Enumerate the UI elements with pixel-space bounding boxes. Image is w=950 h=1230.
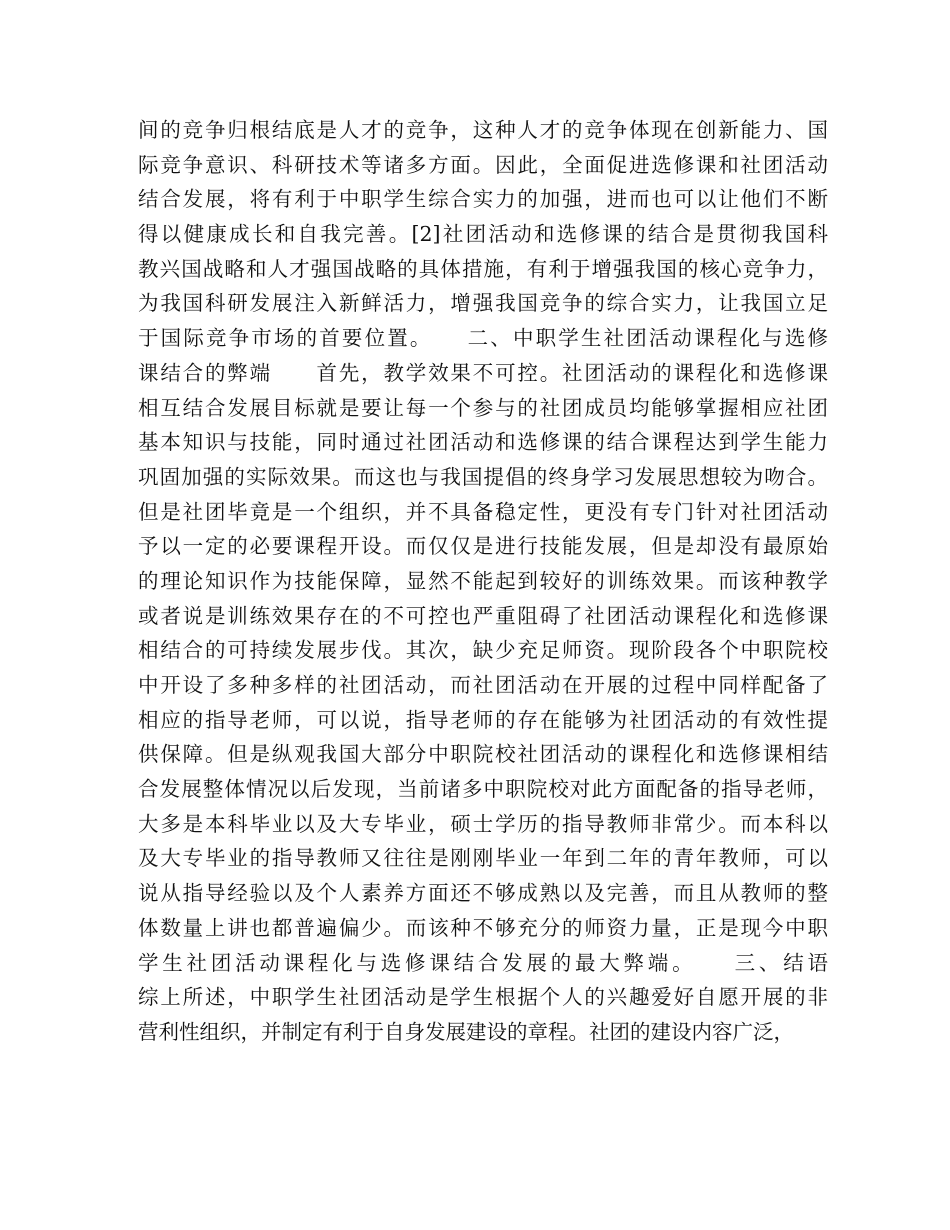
- text-line: 供保障。但是纵观我国大部分中职院校社团活动的课程化和选修课相结: [138, 742, 828, 767]
- text-line: 综上所述，中职学生社团活动是学生根据个人的兴趣爱好自愿开展的非: [138, 985, 828, 1010]
- text-line: 营利性组织，并制定有利于自身发展建设的章程。社团的建设内容广泛，: [138, 1019, 794, 1044]
- text-line: 合发展整体情况以后发现，当前诸多中职院校对此方面配备的指导老师，: [138, 777, 828, 802]
- text-line: 结合发展，将有利于中职学生综合实力的加强，进而也可以让他们不断: [138, 187, 828, 212]
- text-line: 但是社团毕竟是一个组织，并不具备稳定性，更没有专门针对社团活动: [138, 499, 828, 524]
- text-line: 际竞争意识、科研技术等诸多方面。因此，全面促进选修课和社团活动: [138, 152, 828, 177]
- text-line: 相应的指导老师，可以说，指导老师的存在能够为社团活动的有效性提: [138, 707, 828, 732]
- text-line: 间的竞争归根结底是人才的竞争，这种人才的竞争体现在创新能力、国: [138, 118, 828, 142]
- text-line: 大多是本科毕业以及大专毕业，硕士学历的指导教师非常少。而本科以: [138, 811, 828, 836]
- text-line: 体数量上讲也都普遍偏少。而该种不够充分的师资力量，正是现今中职: [138, 915, 828, 940]
- text-line: 学生社团活动课程化与选修课结合发展的最大弊端。 三、结语: [138, 950, 869, 975]
- text-line: 及大专毕业的指导教师又往往是刚刚毕业一年到二年的青年教师，可以: [138, 846, 828, 871]
- text-line: 中开设了多种多样的社团活动，而社团活动在开展的过程中同样配备了: [138, 673, 828, 697]
- text-line: 为我国科研发展注入新鲜活力，增强我国竞争的综合实力，让我国立足: [138, 291, 828, 316]
- body-text: [138, 113, 869, 1050]
- text-line: 教兴国战略和人才强国战略的具体措施，有利于增强我国的核心竞争力，: [138, 256, 828, 281]
- text-line: 基本知识与技能，同时通过社团活动和选修课的结合课程达到学生能力: [138, 430, 828, 455]
- text-line: 相结合的可持续发展步伐。其次，缺少充足师资。现阶段各个中职院校: [138, 638, 828, 663]
- text-line: 得以健康成长和自我完善。[2]社团活动和选修课的结合是贯彻我国科: [138, 222, 828, 247]
- text-line: 于国际竞争市场的首要位置。 二、中职学生社团活动课程化与选修: [138, 326, 828, 351]
- text-line: 课结合的弊端 首先，教学效果不可控。社团活动的课程化和选修课: [138, 360, 828, 385]
- text-line: 的理论知识作为技能保障，显然不能起到较好的训练效果。而该种教学: [138, 568, 828, 593]
- text-line: 予以一定的必要课程开设。而仅仅是进行技能发展，但是却没有最原始: [138, 534, 828, 559]
- text-line: 或者说是训练效果存在的不可控也严重阻碍了社团活动课程化和选修课: [138, 603, 828, 628]
- text-line: 说从指导经验以及个人素养方面还不够成熟以及完善，而且从教师的整: [138, 881, 828, 906]
- text-line: 相互结合发展目标就是要让每一个参与的社团成员均能够掌握相应社团: [138, 395, 828, 420]
- text-line: 巩固加强的实际效果。而这也与我国提倡的终身学习发展思想较为吻合。: [138, 464, 828, 489]
